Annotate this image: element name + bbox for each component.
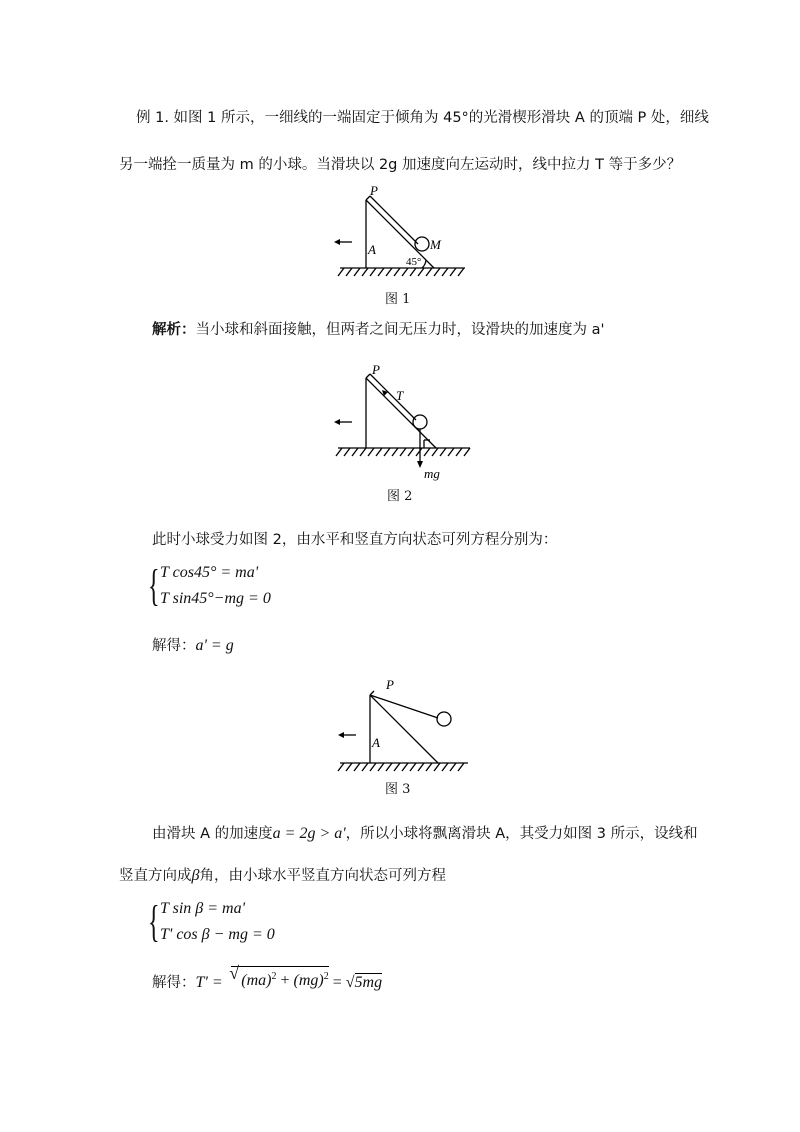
solution-1 [152, 636, 234, 656]
solution-2: 解得：T' = √ (ma)$^2$ + (mg)$^2$ = √5mg [152, 963, 383, 991]
svg-text:mg: mg [424, 466, 440, 481]
equation-2-line-1: T sin β = ma' [160, 900, 246, 917]
analysis-text: 当小球和斜面接触，但两者之间无压力时，设滑块的加速度为 a' [195, 322, 605, 338]
svg-text:A: A [372, 735, 380, 750]
analysis-label: 解析： [152, 322, 196, 338]
svg-text:P: P [370, 183, 378, 198]
beta-symbol: β [191, 867, 200, 884]
text-2-line-2: 竖直方向成β角，由小球水平竖直方向状态可列方程 [119, 867, 446, 884]
figure-2-caption: 图 2 [387, 489, 413, 504]
figure-2 [330, 360, 480, 485]
figure-3 [330, 675, 480, 780]
svg-text:T: T [396, 388, 404, 403]
equation-system-2 [148, 898, 348, 954]
solution-1-expr: a' = g [195, 637, 234, 654]
svg-text:M: M [430, 237, 441, 252]
problem-line-1: 例 1. 如图 1 所示，一细线的一端固定于倾角为 45°的光滑楔形滑块 A 的顶端 P 处，细线 [136, 110, 709, 126]
problem-line-2: 另一端拴一质量为 m 的小球。当滑块以 2g 加速度向左运动时，线中拉力 T 等于多少？ [119, 157, 682, 173]
text-2-expr: a = 2g > a' [272, 825, 346, 842]
solution-1-label: 解得： [152, 638, 196, 654]
equation-2-line-2: T' cos β − mg = 0 [160, 926, 275, 943]
figure-1-caption: 图 1 [385, 292, 411, 307]
svg-text:A: A [368, 242, 376, 257]
solution-2-lhs: T' = [195, 973, 223, 991]
force-description: 此时小球受力如图 2，由水平和竖直方向状态可列方程分别为： [152, 532, 558, 548]
text-2-line-1: 由滑块 A 的加速度a = 2g > a'，所以小球将飘离滑块 A，其受力如图 3 所示，设线和 [152, 825, 698, 842]
analysis-line [152, 320, 604, 340]
svg-text:P: P [372, 362, 380, 377]
solution-2-rhs: 5mg [354, 973, 383, 991]
brace-2: { [148, 897, 160, 946]
svg-text:45°: 45° [406, 256, 422, 268]
svg-text:P: P [386, 677, 394, 692]
solution-2-label: 解得： [152, 974, 196, 991]
equation-system-1 [148, 562, 348, 618]
brace-1: { [148, 561, 160, 610]
sqrt-1: √ (ma)$^2$ + (mg)$^2$ [229, 963, 329, 989]
figure-3-caption: 图 3 [385, 782, 411, 797]
equation-1-line-2: T sin45°−mg = 0 [160, 590, 271, 607]
equation-1-line-1: T cos45° = ma' [160, 564, 259, 581]
